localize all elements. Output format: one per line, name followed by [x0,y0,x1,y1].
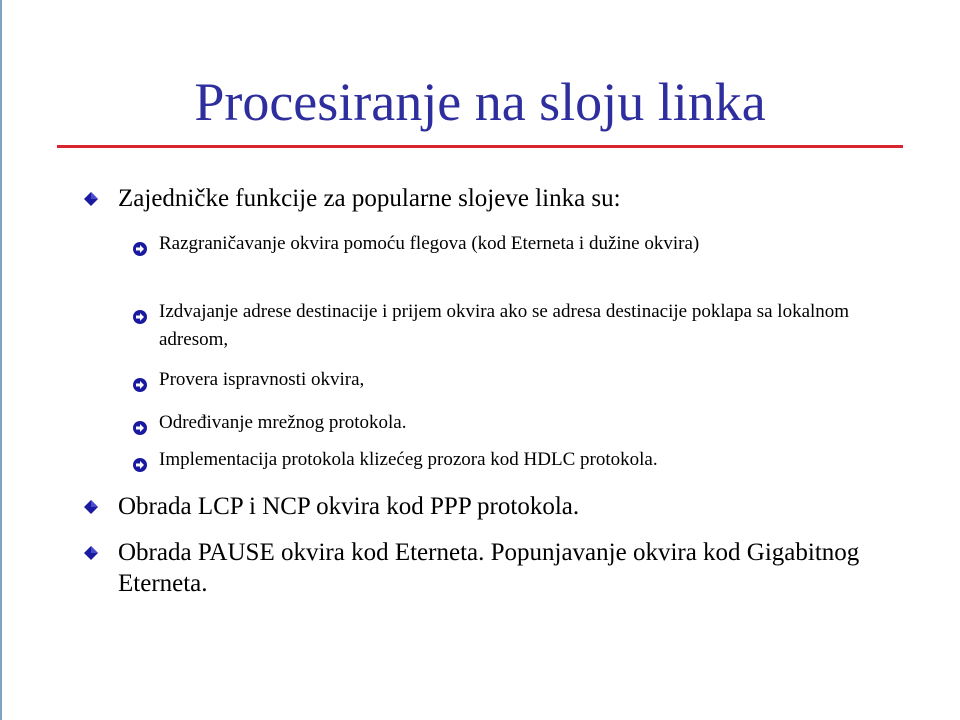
sub-bullet-text: Izdvajanje adrese destinacije i prijem okvira ako se adresa destinacije poklapa sa lokalnom adresom, [159,301,850,350]
diamond-bullet-icon [84,500,98,514]
arrow-bullet-icon [133,237,147,251]
sub-bullet-item [133,446,879,474]
arrow-bullet-icon [133,453,147,467]
bullet-item [84,183,898,214]
bullet-text: Obrada PAUSE okvira kod Eterneta. Popunjavanje okvira kod Gigabitnog Eterneta. [118,539,860,597]
diamond-bullet-icon [84,192,98,206]
sub-bullet-text: Razgraničavanje okvira pomoću flegova (kod Eterneta i dužine okvira) [159,233,700,254]
title-underline [57,145,903,148]
sub-bullet-text: Provera ispravnosti okvira, [159,369,365,390]
slide-title: Procesiranje na sloju linka [194,72,766,132]
arrow-bullet-icon [133,373,147,387]
sub-bullet-item [133,409,879,437]
sub-bullet-item [133,298,879,354]
bullet-item [84,537,898,599]
bullet-text: Zajedničke funkcije za popularne slojeve linka su: [118,185,621,212]
diamond-bullet-icon [84,546,98,560]
sub-bullet-text: Implementacija protokola klizećeg prozora kod HDLC protokola. [159,449,658,470]
bullet-item [84,491,898,522]
arrow-bullet-icon [133,305,147,319]
arrow-bullet-icon [133,416,147,430]
sub-bullet-item [133,366,879,394]
sub-bullet-item [133,230,879,258]
sub-bullet-text: Određivanje mrežnog protokola. [159,412,407,433]
bullet-text: Obrada LCP i NCP okvira kod PPP protokola. [118,493,580,520]
